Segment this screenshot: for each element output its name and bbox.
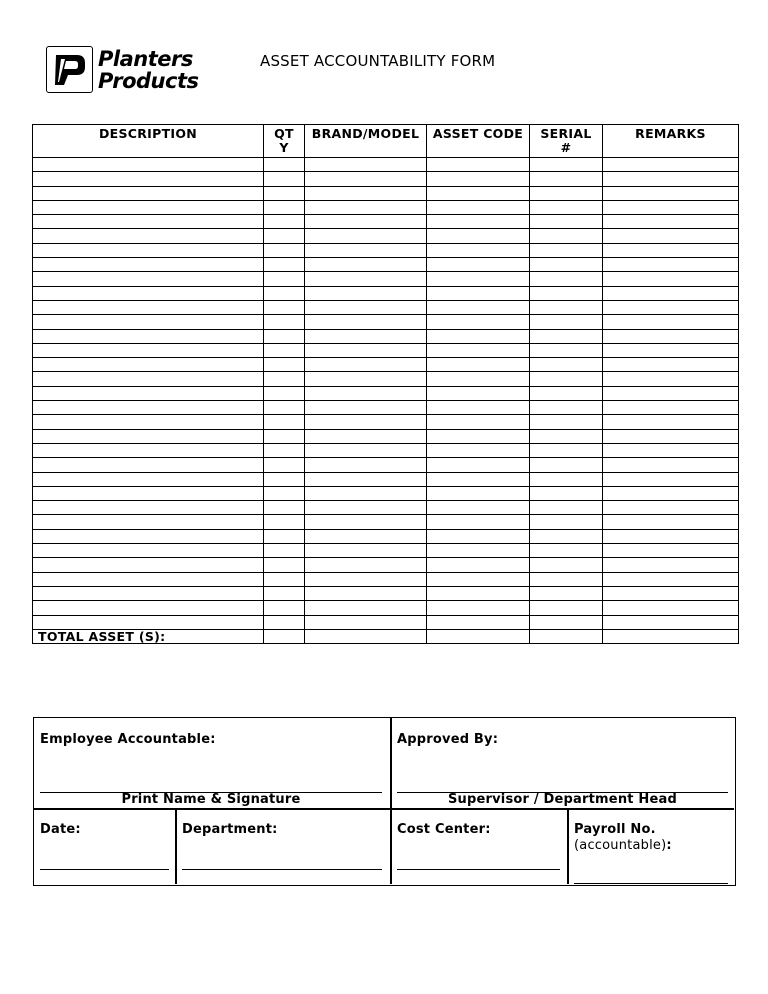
cell-serial[interactable] — [530, 429, 603, 443]
cell-serial[interactable] — [530, 200, 603, 214]
cell-remarks[interactable] — [603, 501, 739, 515]
payroll-colon: : — [666, 838, 672, 853]
cell-serial[interactable] — [530, 558, 603, 572]
cell-brand[interactable] — [305, 601, 427, 615]
cell-code[interactable] — [427, 443, 530, 457]
cell-remarks[interactable] — [603, 529, 739, 543]
cell-serial[interactable] — [530, 486, 603, 500]
cell-brand[interactable] — [305, 200, 427, 214]
table-row — [33, 486, 739, 500]
cell-description[interactable] — [33, 486, 264, 500]
cell-serial[interactable] — [530, 472, 603, 486]
cell-remarks[interactable] — [603, 515, 739, 529]
cell-qty[interactable] — [264, 386, 305, 400]
cell-code[interactable] — [427, 200, 530, 214]
cell-remarks[interactable] — [603, 229, 739, 243]
cell-remarks[interactable] — [603, 372, 739, 386]
table-row — [33, 501, 739, 515]
header-qty-line-2: Y — [279, 140, 289, 155]
cell-description[interactable] — [33, 358, 264, 372]
cell-code[interactable] — [427, 329, 530, 343]
cell-description[interactable] — [33, 215, 264, 229]
cell-code[interactable] — [427, 343, 530, 357]
cell-code[interactable] — [427, 300, 530, 314]
cell-serial[interactable] — [530, 572, 603, 586]
cell-brand[interactable] — [305, 300, 427, 314]
cell-qty[interactable] — [264, 458, 305, 472]
cell-remarks[interactable] — [603, 200, 739, 214]
cell-description[interactable] — [33, 286, 264, 300]
table-row — [33, 601, 739, 615]
cell-brand[interactable] — [305, 315, 427, 329]
cell-remarks[interactable] — [603, 386, 739, 400]
table-row — [33, 515, 739, 529]
cell-qty[interactable] — [264, 558, 305, 572]
header-serial-line-2: # — [560, 140, 572, 155]
cell-brand[interactable] — [305, 472, 427, 486]
cell-remarks[interactable] — [603, 343, 739, 357]
cell-description[interactable] — [33, 601, 264, 615]
table-row — [33, 401, 739, 415]
cell-serial[interactable] — [530, 243, 603, 257]
table-row — [33, 415, 739, 429]
table-row — [33, 458, 739, 472]
approved-by-label: Approved By: — [397, 732, 499, 747]
cell-code[interactable] — [427, 544, 530, 558]
cell-qty[interactable] — [264, 515, 305, 529]
cell-remarks[interactable] — [603, 315, 739, 329]
cell-remarks[interactable] — [603, 215, 739, 229]
total-cell-serial[interactable] — [530, 629, 603, 643]
header-description: DESCRIPTION — [33, 125, 264, 158]
cell-qty[interactable] — [264, 529, 305, 543]
logo-line-2: Products — [98, 69, 199, 93]
cell-serial[interactable] — [530, 358, 603, 372]
cell-code[interactable] — [427, 229, 530, 243]
cost-center-label: Cost Center: — [397, 822, 491, 837]
cell-description[interactable] — [33, 186, 264, 200]
cell-remarks[interactable] — [603, 272, 739, 286]
cell-brand[interactable] — [305, 172, 427, 186]
table-row — [33, 529, 739, 543]
table-row — [33, 343, 739, 357]
payroll-label — [574, 822, 672, 854]
asset-table — [32, 124, 739, 644]
cell-serial[interactable] — [530, 215, 603, 229]
cell-brand[interactable] — [305, 272, 427, 286]
cell-description[interactable] — [33, 272, 264, 286]
table-row — [33, 358, 739, 372]
cell-qty[interactable] — [264, 215, 305, 229]
cell-code[interactable] — [427, 472, 530, 486]
payroll-label-sub: (accountable) — [574, 838, 667, 853]
cell-qty[interactable] — [264, 315, 305, 329]
table-row — [33, 386, 739, 400]
cell-serial[interactable] — [530, 386, 603, 400]
cell-remarks[interactable] — [603, 429, 739, 443]
cell-remarks[interactable] — [603, 615, 739, 629]
table-row — [33, 472, 739, 486]
cell-code[interactable] — [427, 215, 530, 229]
cell-qty[interactable] — [264, 343, 305, 357]
cell-remarks[interactable] — [603, 586, 739, 600]
cell-code[interactable] — [427, 601, 530, 615]
cell-code[interactable] — [427, 486, 530, 500]
cell-serial[interactable] — [530, 401, 603, 415]
cell-code[interactable] — [427, 386, 530, 400]
cell-brand[interactable] — [305, 615, 427, 629]
header-asset-code: ASSET CODE — [427, 125, 530, 158]
cell-brand[interactable] — [305, 515, 427, 529]
cell-qty[interactable] — [264, 172, 305, 186]
cell-serial[interactable] — [530, 158, 603, 172]
logo-p-icon — [46, 46, 93, 93]
cell-qty[interactable] — [264, 415, 305, 429]
cell-description[interactable] — [33, 558, 264, 572]
total-row — [33, 629, 739, 643]
cell-serial[interactable] — [530, 343, 603, 357]
cell-brand[interactable] — [305, 258, 427, 272]
divider-vertical-main — [390, 718, 392, 884]
cell-description[interactable] — [33, 372, 264, 386]
cell-brand[interactable] — [305, 286, 427, 300]
cell-remarks[interactable] — [603, 258, 739, 272]
cost-center-line[interactable] — [397, 869, 560, 870]
cell-qty[interactable] — [264, 243, 305, 257]
cell-qty[interactable] — [264, 258, 305, 272]
approver-caption: Supervisor / Department Head — [447, 792, 677, 807]
payroll-line[interactable] — [574, 883, 728, 884]
cell-description[interactable] — [33, 429, 264, 443]
cell-code[interactable] — [427, 458, 530, 472]
cell-code[interactable] — [427, 615, 530, 629]
cell-code[interactable] — [427, 401, 530, 415]
table-row — [33, 215, 739, 229]
cell-brand[interactable] — [305, 229, 427, 243]
cell-remarks[interactable] — [603, 572, 739, 586]
table-row — [33, 272, 739, 286]
cell-qty[interactable] — [264, 158, 305, 172]
table-row — [33, 243, 739, 257]
divider-horizontal — [34, 808, 734, 810]
header-brand-model: BRAND/MODEL — [305, 125, 427, 158]
cell-qty[interactable] — [264, 586, 305, 600]
table-row — [33, 229, 739, 243]
cell-remarks[interactable] — [603, 544, 739, 558]
table-row — [33, 172, 739, 186]
table-row — [33, 286, 739, 300]
table-row — [33, 300, 739, 314]
cell-qty[interactable] — [264, 186, 305, 200]
cell-brand[interactable] — [305, 329, 427, 343]
cell-serial[interactable] — [530, 515, 603, 529]
cell-qty[interactable] — [264, 429, 305, 443]
cell-description[interactable] — [33, 329, 264, 343]
cell-brand[interactable] — [305, 443, 427, 457]
cell-serial[interactable] — [530, 372, 603, 386]
cell-qty[interactable] — [264, 544, 305, 558]
cell-remarks[interactable] — [603, 443, 739, 457]
total-cell-qty[interactable] — [264, 629, 305, 643]
header-serial — [530, 125, 603, 158]
header-remarks: REMARKS — [603, 125, 739, 158]
cell-brand[interactable] — [305, 486, 427, 500]
cell-serial[interactable] — [530, 443, 603, 457]
cell-description[interactable] — [33, 243, 264, 257]
cell-serial[interactable] — [530, 601, 603, 615]
cell-serial[interactable] — [530, 300, 603, 314]
table-row — [33, 258, 739, 272]
table-row — [33, 372, 739, 386]
table-row — [33, 200, 739, 214]
cell-code[interactable] — [427, 172, 530, 186]
cell-code[interactable] — [427, 372, 530, 386]
table-row — [33, 558, 739, 572]
table-row — [33, 329, 739, 343]
cell-serial[interactable] — [530, 415, 603, 429]
cell-code[interactable] — [427, 515, 530, 529]
cell-code[interactable] — [427, 158, 530, 172]
total-cell-remarks[interactable] — [603, 629, 739, 643]
cell-description[interactable] — [33, 572, 264, 586]
cell-brand[interactable] — [305, 429, 427, 443]
cell-brand[interactable] — [305, 215, 427, 229]
cell-brand[interactable] — [305, 572, 427, 586]
cell-brand[interactable] — [305, 186, 427, 200]
cell-brand[interactable] — [305, 458, 427, 472]
total-label: TOTAL ASSET (S): — [33, 629, 264, 643]
cell-serial[interactable] — [530, 172, 603, 186]
cell-qty[interactable] — [264, 286, 305, 300]
logo-line-1: Planters — [98, 47, 193, 71]
date-label: Date: — [40, 822, 81, 837]
cell-description[interactable] — [33, 200, 264, 214]
cell-serial[interactable] — [530, 258, 603, 272]
cell-serial[interactable] — [530, 272, 603, 286]
cell-description[interactable] — [33, 300, 264, 314]
cell-code[interactable] — [427, 186, 530, 200]
date-line[interactable] — [40, 869, 169, 870]
cell-description[interactable] — [33, 529, 264, 543]
divider-vertical-cost — [567, 808, 569, 884]
cell-description[interactable] — [33, 586, 264, 600]
department-line[interactable] — [182, 869, 382, 870]
cell-brand[interactable] — [305, 558, 427, 572]
cell-code[interactable] — [427, 572, 530, 586]
cell-description[interactable] — [33, 172, 264, 186]
table-row — [33, 586, 739, 600]
cell-qty[interactable] — [264, 358, 305, 372]
total-cell-code[interactable] — [427, 629, 530, 643]
cell-remarks[interactable] — [603, 358, 739, 372]
cell-brand[interactable] — [305, 544, 427, 558]
header-serial-line-1: SERIAL — [540, 126, 592, 141]
cell-serial[interactable] — [530, 586, 603, 600]
cell-code[interactable] — [427, 243, 530, 257]
table-row — [33, 572, 739, 586]
cell-code[interactable] — [427, 586, 530, 600]
cell-code[interactable] — [427, 315, 530, 329]
cell-qty[interactable] — [264, 200, 305, 214]
cell-code[interactable] — [427, 286, 530, 300]
employee-accountable-label: Employee Accountable: — [40, 732, 216, 747]
cell-description[interactable] — [33, 315, 264, 329]
table-row — [33, 615, 739, 629]
cell-brand[interactable] — [305, 386, 427, 400]
company-logo — [46, 46, 206, 96]
cell-serial[interactable] — [530, 229, 603, 243]
cell-code[interactable] — [427, 358, 530, 372]
cell-qty[interactable] — [264, 472, 305, 486]
cell-remarks[interactable] — [603, 401, 739, 415]
payroll-label-sub-wrap — [574, 838, 672, 854]
cell-remarks[interactable] — [603, 558, 739, 572]
cell-code[interactable] — [427, 558, 530, 572]
cell-brand[interactable] — [305, 158, 427, 172]
cell-remarks[interactable] — [603, 286, 739, 300]
cell-remarks[interactable] — [603, 458, 739, 472]
cell-serial[interactable] — [530, 501, 603, 515]
cell-code[interactable] — [427, 501, 530, 515]
cell-description[interactable] — [33, 501, 264, 515]
cell-brand[interactable] — [305, 501, 427, 515]
cell-qty[interactable] — [264, 601, 305, 615]
cell-remarks[interactable] — [603, 158, 739, 172]
cell-description[interactable] — [33, 443, 264, 457]
table-row — [33, 544, 739, 558]
cell-brand[interactable] — [305, 372, 427, 386]
table-row — [33, 315, 739, 329]
table-row — [33, 158, 739, 172]
cell-remarks[interactable] — [603, 172, 739, 186]
cell-serial[interactable] — [530, 286, 603, 300]
cell-qty[interactable] — [264, 443, 305, 457]
logo-wordmark — [98, 48, 199, 92]
header-qty-line-1: QT — [274, 126, 294, 141]
cell-description[interactable] — [33, 258, 264, 272]
cell-serial[interactable] — [530, 186, 603, 200]
cell-code[interactable] — [427, 272, 530, 286]
table-row — [33, 443, 739, 457]
cell-brand[interactable] — [305, 529, 427, 543]
cell-code[interactable] — [427, 429, 530, 443]
cell-serial[interactable] — [530, 615, 603, 629]
cell-serial[interactable] — [530, 458, 603, 472]
cell-description[interactable] — [33, 515, 264, 529]
cell-description[interactable] — [33, 343, 264, 357]
table-row — [33, 186, 739, 200]
cell-remarks[interactable] — [603, 300, 739, 314]
cell-serial[interactable] — [530, 529, 603, 543]
cell-description[interactable] — [33, 615, 264, 629]
cell-serial[interactable] — [530, 329, 603, 343]
cell-description[interactable] — [33, 544, 264, 558]
cell-serial[interactable] — [530, 315, 603, 329]
department-label: Department: — [182, 822, 278, 837]
divider-vertical-date — [175, 808, 177, 884]
cell-qty[interactable] — [264, 272, 305, 286]
total-cell-brand[interactable] — [305, 629, 427, 643]
cell-code[interactable] — [427, 529, 530, 543]
cell-brand[interactable] — [305, 243, 427, 257]
cell-brand[interactable] — [305, 415, 427, 429]
cell-code[interactable] — [427, 258, 530, 272]
cell-remarks[interactable] — [603, 415, 739, 429]
table-header-row — [33, 125, 739, 158]
cell-remarks[interactable] — [603, 486, 739, 500]
cell-brand[interactable] — [305, 401, 427, 415]
cell-remarks[interactable] — [603, 243, 739, 257]
table-row — [33, 429, 739, 443]
cell-description[interactable] — [33, 415, 264, 429]
cell-qty[interactable] — [264, 401, 305, 415]
cell-description[interactable] — [33, 386, 264, 400]
cell-qty[interactable] — [264, 229, 305, 243]
cell-code[interactable] — [427, 415, 530, 429]
header-qty — [264, 125, 305, 158]
cell-qty[interactable] — [264, 300, 305, 314]
cell-description[interactable] — [33, 401, 264, 415]
cell-description[interactable] — [33, 472, 264, 486]
signature-block — [33, 717, 736, 886]
cell-brand[interactable] — [305, 586, 427, 600]
cell-remarks[interactable] — [603, 472, 739, 486]
cell-qty[interactable] — [264, 329, 305, 343]
employee-caption: Print Name & Signature — [121, 792, 301, 807]
cell-description[interactable] — [33, 229, 264, 243]
cell-remarks[interactable] — [603, 601, 739, 615]
cell-description[interactable] — [33, 458, 264, 472]
cell-serial[interactable] — [530, 544, 603, 558]
payroll-label-main: Payroll No. — [574, 822, 656, 837]
cell-qty[interactable] — [264, 501, 305, 515]
cell-remarks[interactable] — [603, 329, 739, 343]
cell-qty[interactable] — [264, 615, 305, 629]
cell-brand[interactable] — [305, 343, 427, 357]
cell-brand[interactable] — [305, 358, 427, 372]
cell-qty[interactable] — [264, 372, 305, 386]
cell-remarks[interactable] — [603, 186, 739, 200]
cell-description[interactable] — [33, 158, 264, 172]
form-title: ASSET ACCOUNTABILITY FORM — [260, 52, 496, 70]
cell-qty[interactable] — [264, 486, 305, 500]
cell-qty[interactable] — [264, 572, 305, 586]
